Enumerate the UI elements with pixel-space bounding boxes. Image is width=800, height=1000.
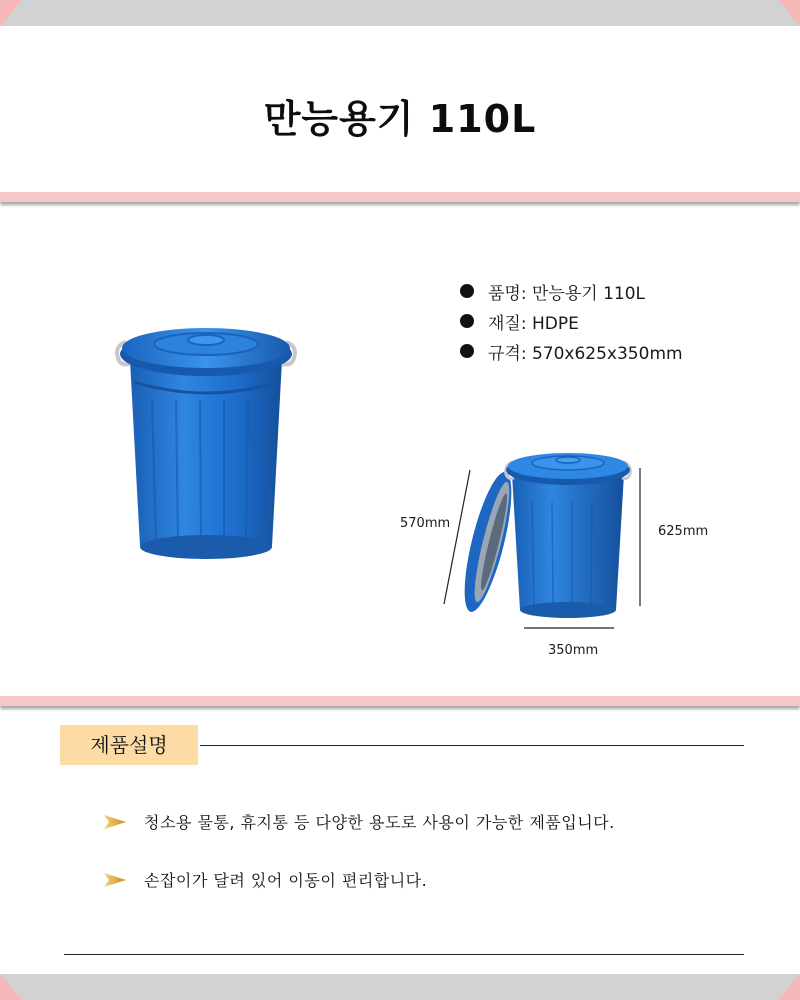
spec-item-name [460, 276, 683, 306]
spec-item-material [460, 306, 683, 336]
arrow-right-icon [104, 873, 126, 887]
bullet-dot-icon [460, 284, 474, 298]
spec-text: 품명: 만능용기 110L [488, 283, 645, 304]
dimension-lid-label: 570mm [400, 516, 451, 531]
bottom-right-corner-accent [778, 974, 800, 1000]
divider-band-lower [0, 696, 800, 706]
description-text: 청소용 물통, 휴지통 등 다양한 용도로 사용이 가능한 제품입니다. [144, 813, 615, 832]
bottom-rule-line [64, 954, 744, 955]
product-title: 만능용기 110L [263, 97, 537, 141]
description-item [104, 868, 427, 891]
arrow-right-icon [104, 815, 126, 829]
section-header [60, 725, 744, 765]
top-right-corner-accent [778, 0, 800, 26]
spec-text: 규격: 570x625x350mm [488, 343, 683, 364]
top-left-corner-accent [0, 0, 22, 26]
spec-item-size [460, 336, 683, 366]
section-title: 제품설명 [60, 725, 198, 765]
bottom-border-band [0, 974, 800, 1000]
bin-dimension-diagram [440, 450, 660, 640]
bullet-dot-icon [460, 314, 474, 328]
dimension-height-label: 625mm [658, 524, 709, 539]
description-item [104, 810, 615, 833]
dimension-width-label: 350mm [548, 643, 599, 658]
description-text: 손잡이가 달려 있어 이동이 편리합니다. [144, 871, 428, 890]
bullet-dot-icon [460, 344, 474, 358]
spec-list [460, 276, 683, 366]
top-border-band [0, 0, 800, 26]
spec-text: 재질: HDPE [488, 313, 579, 334]
divider-band-upper [0, 192, 800, 202]
section-rule-line [200, 745, 744, 746]
bottom-left-corner-accent [0, 974, 22, 1000]
bin-large-image [106, 318, 306, 568]
